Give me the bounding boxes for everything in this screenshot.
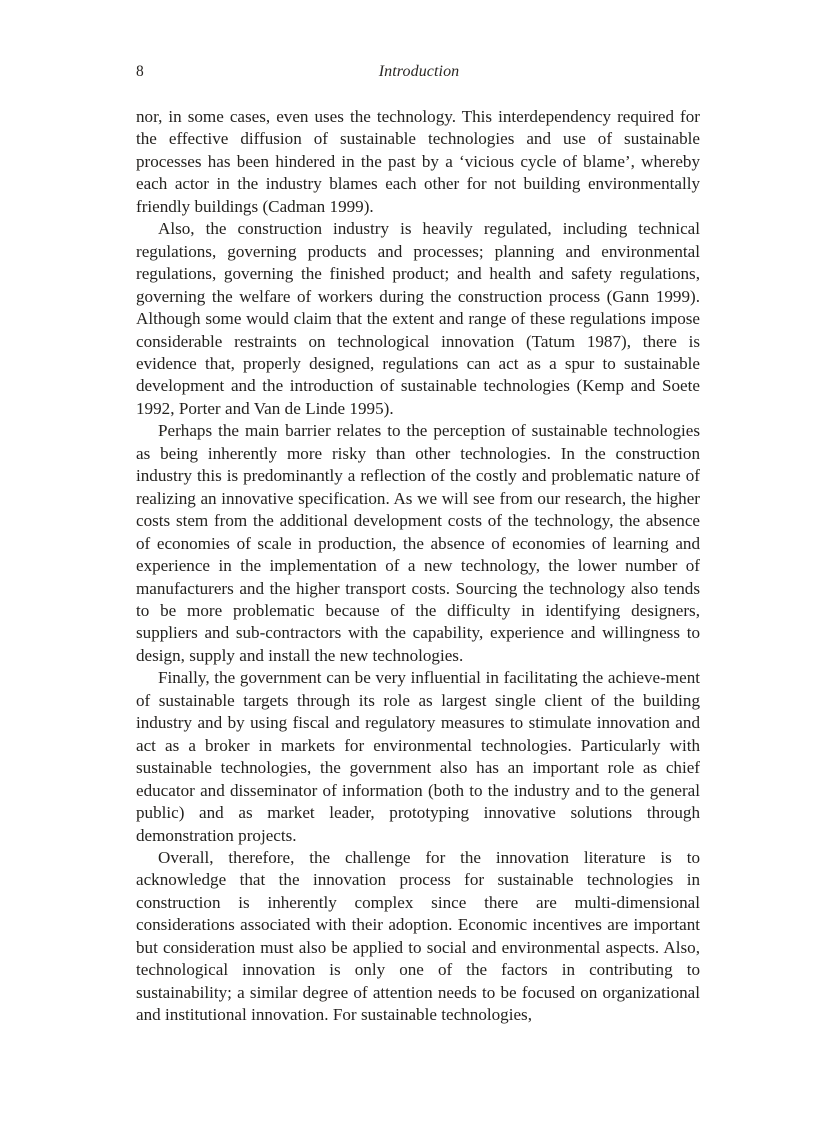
paragraph: Finally, the government can be very influential in facilitating the achieve-ment of sustainable targets through its role as largest single client of the building industry and by using fiscal and regulatory measures to stimulate innovation and act as a broker in markets for environmental technologies. Particularly with sustainable technologies, the government also has an important role as chief educator and disseminator of information (both to the industry and to the general public) and as market leader, prototyping innovative solutions through demonstration projects.	[136, 668, 700, 845]
running-title: Introduction	[378, 63, 460, 80]
paragraph: Overall, therefore, the challenge for the innovation literature is to acknowledge that the innovation process for sustainable technologies in construction is inherently complex since there are multi-dimensional considerations associated with their adoption. Economic incentives are important but consideration must also be applied to social and environmental aspects. Also, technological innovation is only one of the factors in contributing to sustainability; a similar degree of attention needs to be focused on organizational and institutional innovation. For sustainable technologies,	[136, 847, 700, 1025]
paragraph: nor, in some cases, even uses the technology. This interdependency required for the effective diffusion of sustainable technologies and use of sustainable processes has been hindered in the past by a ‘vicious cycle of blame’, whereby each actor in the industry blames each other for not building environmentally friendly buildings (Cadman 1999).	[136, 107, 700, 216]
running-head	[136, 61, 700, 83]
page-number: 8	[136, 63, 144, 80]
body-text-block	[136, 106, 700, 1027]
paragraph: Perhaps the main barrier relates to the perception of sustainable technologies as being inherently more risky than other technologies. In the construction industry this is predominantly a reflection of the costly and problematic nature of realizing an innovative specification. As we will see from our research, the higher costs stem from the additional development costs of the technology, the absence of economies of scale in production, the absence of economies of learning and experience in the implementation of a new technology, the lower number of manufacturers and the higher transport costs. Sourcing the technology also tends to be more problematic because of the difficulty in identifying designers, suppliers and sub-contractors with the capability, experience and willingness to design, supply and install the new technologies.	[136, 421, 700, 665]
paragraph: Also, the construction industry is heavily regulated, including technical regulations, governing products and processes; planning and environmental regulations, governing the finished product; and health and safety regulations, governing the welfare of workers during the construction process (Gann 1999). Although some would claim that the extent and range of these regulations impose considerable restraints on technological innovation (Tatum 1987), there is evidence that, properly designed, regulations can act as a spur to sustainable development and the introduction of sustainable technologies (Kemp and Soete 1992, Porter and Van de Linde 1995).	[136, 219, 700, 418]
